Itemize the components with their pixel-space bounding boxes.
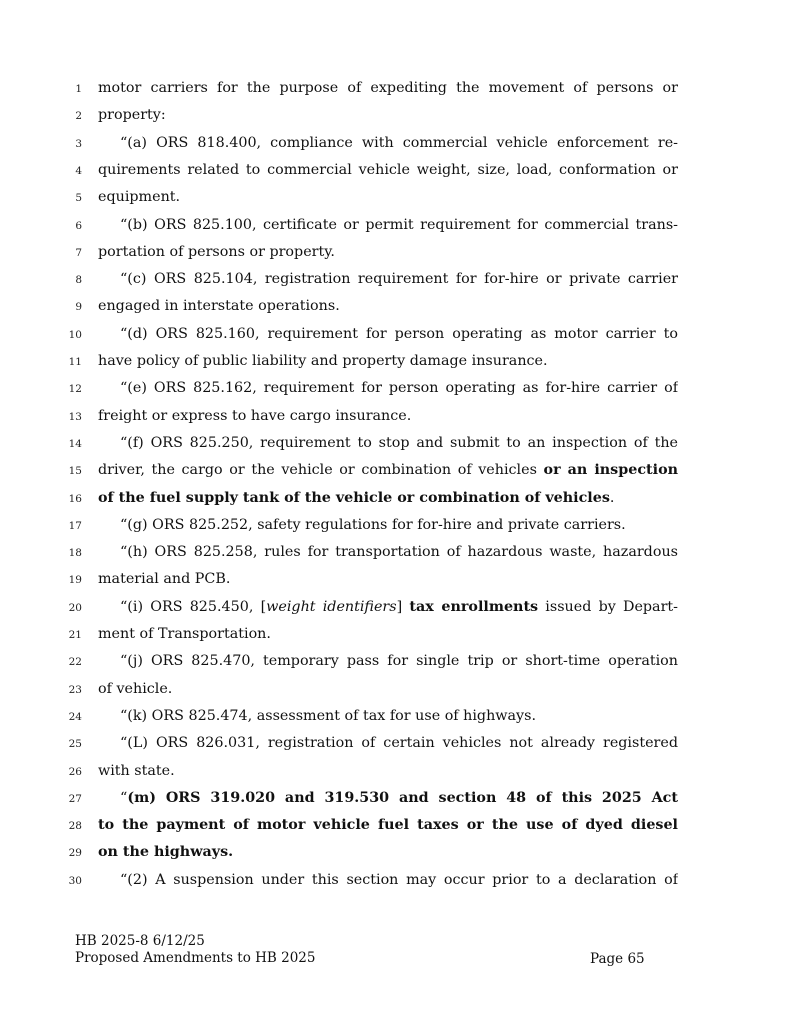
- text-segment: of vehicle.: [98, 680, 173, 697]
- text-segment: “(a) ORS 818.400, compliance with commercial vehicle enforcement re-: [120, 134, 678, 151]
- text-line: [0, 812, 800, 839]
- text-line: [0, 566, 800, 593]
- line-text: [98, 812, 678, 839]
- line-text: [120, 266, 678, 293]
- text-segment: motor carriers for the purpose of expediting the movement of persons or: [98, 80, 678, 96]
- footer-bill-id: HB 2025-8 6/12/25: [75, 933, 205, 949]
- line-number: 1: [75, 83, 82, 95]
- text-segment: “(g) ORS 825.252, safety regulations for for-hire and private carriers.: [120, 516, 626, 533]
- line-text: [98, 621, 678, 648]
- text-line: [0, 266, 800, 293]
- line-number: 22: [68, 656, 82, 669]
- text-line: [0, 512, 800, 539]
- text-segment: material and PCB.: [98, 571, 231, 588]
- line-number: 10: [68, 328, 82, 341]
- text-line: [0, 539, 800, 566]
- bold-amendment-text: of the fuel supply tank of the vehicle or combination of vehicles: [98, 489, 610, 506]
- text-line: [0, 239, 800, 266]
- line-number: 27: [68, 792, 82, 805]
- text-segment: quirements related to commercial vehicle weight, size, load, conformation or: [98, 161, 678, 178]
- line-text: [120, 212, 678, 239]
- text-segment: “(j) ORS 825.470, temporary pass for single trip or short-time operation: [120, 653, 678, 670]
- text-segment: engaged in interstate operations.: [98, 298, 340, 315]
- text-segment: “(2) A suspension under this section may occur prior to a declaration of: [120, 871, 678, 888]
- text-line: [0, 457, 800, 484]
- line-text: [98, 184, 678, 211]
- line-text: [98, 566, 678, 593]
- line-number: 26: [68, 765, 82, 778]
- line-text: [98, 348, 678, 375]
- text-line: [0, 293, 800, 320]
- line-text: [98, 239, 678, 266]
- text-line: [0, 430, 800, 457]
- text-segment: property:: [98, 107, 166, 124]
- bold-amendment-text: to the payment of motor vehicle fuel taxes or the use of dyed diesel: [98, 817, 678, 834]
- text-line: [0, 867, 800, 894]
- line-number: 20: [68, 601, 82, 614]
- text-line: [0, 676, 800, 703]
- line-number: 2: [75, 110, 82, 123]
- text-line: [0, 758, 800, 785]
- line-number: 28: [68, 820, 82, 833]
- line-text: [120, 321, 678, 348]
- line-text: [98, 75, 678, 102]
- text-line: [0, 730, 800, 757]
- text-line: [0, 102, 800, 129]
- text-segment: portation of persons or property.: [98, 243, 335, 260]
- line-text: [120, 430, 678, 457]
- line-number: 25: [68, 738, 82, 751]
- line-text: [98, 676, 678, 703]
- line-text: [120, 867, 678, 894]
- text-segment: driver, the cargo or the vehicle or combination of vehicles: [98, 462, 544, 479]
- line-text: [98, 293, 678, 320]
- line-text: [120, 785, 678, 812]
- text-line: [0, 839, 800, 866]
- text-line: [0, 348, 800, 375]
- text-line: [0, 375, 800, 402]
- line-number: 14: [68, 437, 82, 450]
- line-number: 9: [75, 301, 82, 314]
- line-number: 4: [75, 164, 82, 177]
- line-text: [120, 512, 678, 539]
- line-number: 18: [68, 547, 82, 560]
- text-line: [0, 321, 800, 348]
- text-line: [0, 594, 800, 621]
- text-segment: “(i) ORS 825.450, [: [120, 598, 267, 615]
- line-number: 16: [68, 492, 82, 505]
- deleted-text: weight identifiers: [266, 598, 397, 615]
- line-number: 29: [68, 847, 82, 860]
- bold-amendment-text: (m) ORS 319.020 and 319.530 and section 48 of this 2025 Act: [127, 789, 678, 806]
- line-number: 21: [68, 629, 82, 641]
- line-text: [120, 594, 678, 621]
- text-segment: have policy of public liability and property damage insurance.: [98, 353, 548, 369]
- line-number: 13: [68, 410, 82, 423]
- line-text: [120, 648, 678, 675]
- bold-amendment-text: or an inspection: [543, 462, 678, 479]
- text-segment: freight or express to have cargo insurance.: [98, 407, 412, 424]
- line-number: 19: [68, 574, 82, 587]
- text-segment: “(f) ORS 825.250, requirement to stop and submit to an inspection of the: [120, 434, 678, 451]
- text-segment: .: [609, 489, 615, 506]
- line-text: [98, 758, 678, 785]
- text-line: [0, 212, 800, 239]
- text-segment: ]: [396, 598, 410, 615]
- line-number: 24: [68, 710, 82, 723]
- line-number: 30: [68, 874, 82, 887]
- text-line: [0, 403, 800, 430]
- line-text: [98, 485, 678, 512]
- line-number: 23: [68, 683, 82, 696]
- text-segment: “(h) ORS 825.258, rules for transportation of hazardous waste, hazardous: [120, 544, 678, 561]
- text-line: [0, 703, 800, 730]
- text-segment: “(L) ORS 826.031, registration of certain vehicles not already registered: [120, 735, 678, 752]
- line-number: 15: [68, 465, 82, 478]
- line-number: 17: [68, 519, 82, 532]
- text-segment: “(b) ORS 825.100, certificate or permit requirement for commercial trans-: [120, 216, 678, 233]
- line-number: 8: [75, 274, 82, 287]
- text-segment: ment of Transportation.: [98, 626, 271, 642]
- line-number: 6: [75, 219, 82, 232]
- line-text: [120, 130, 678, 157]
- text-segment: equipment.: [98, 189, 181, 206]
- line-text: [120, 375, 678, 402]
- text-segment: issued by Depart-: [538, 598, 678, 615]
- line-text: [98, 403, 678, 430]
- line-number: 7: [75, 246, 82, 259]
- line-text: [120, 730, 678, 757]
- line-text: [98, 839, 678, 866]
- line-number: 5: [75, 192, 82, 205]
- line-text: [98, 157, 678, 184]
- text-line: [0, 648, 800, 675]
- line-number: 11: [68, 356, 82, 368]
- line-text: [98, 457, 678, 484]
- line-number: 3: [75, 137, 82, 150]
- text-segment: “(e) ORS 825.162, requirement for person operating as for-hire carrier of: [120, 380, 678, 397]
- line-number: 12: [68, 383, 82, 396]
- page-number: Page 65: [590, 951, 645, 967]
- text-segment: “(d) ORS 825.160, requirement for person operating as motor carrier to: [120, 325, 678, 342]
- text-line: [0, 75, 800, 102]
- text-segment: “(k) ORS 825.474, assessment of tax for use of highways.: [120, 707, 537, 724]
- text-segment: “: [120, 789, 128, 806]
- text-segment: “(c) ORS 825.104, registration requirement for for-hire or private carrier: [120, 271, 678, 288]
- text-line: [0, 785, 800, 812]
- footer-title: Proposed Amendments to HB 2025: [75, 950, 316, 966]
- line-text: [98, 102, 678, 129]
- bold-amendment-text: tax enrollments: [409, 598, 539, 615]
- text-line: [0, 184, 800, 211]
- line-text: [120, 703, 678, 730]
- text-line: [0, 157, 800, 184]
- text-line: [0, 130, 800, 157]
- text-line: [0, 621, 800, 648]
- text-segment: with state.: [98, 762, 175, 779]
- bold-amendment-text: on the highways.: [98, 844, 234, 861]
- line-text: [120, 539, 678, 566]
- text-line: [0, 485, 800, 512]
